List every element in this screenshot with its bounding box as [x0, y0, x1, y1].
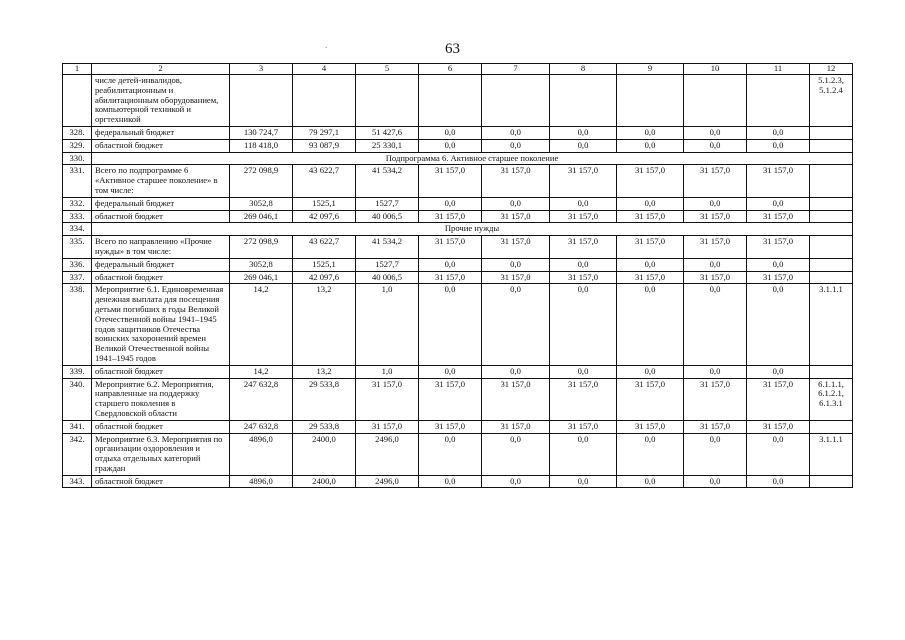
value-cell: 130 724,7	[230, 126, 293, 139]
value-cell	[617, 75, 684, 127]
value-cell: 13,2	[293, 365, 356, 378]
column-number-6: 6	[419, 64, 482, 75]
value-cell: 43 622,7	[293, 165, 356, 197]
value-cell: 51 427,6	[356, 126, 419, 139]
value-cell: 31 157,0	[550, 378, 617, 420]
value-cell: 0,0	[482, 139, 550, 152]
value-cell: 31 157,0	[747, 271, 810, 284]
row-description: областной бюджет	[92, 271, 230, 284]
value-cell: 31 157,0	[482, 420, 550, 433]
value-cell: 0,0	[419, 475, 482, 488]
value-cell: 14,2	[230, 365, 293, 378]
value-cell: 0,0	[617, 365, 684, 378]
value-cell: 41 534,2	[356, 165, 419, 197]
value-cell	[684, 75, 747, 127]
value-cell: 31 157,0	[482, 210, 550, 223]
value-cell: 31 157,0	[419, 420, 482, 433]
budget-table	[62, 63, 853, 488]
value-cell: 0,0	[684, 139, 747, 152]
value-cell: 31 157,0	[482, 165, 550, 197]
value-cell: 269 046,1	[230, 271, 293, 284]
row-number: 338.	[63, 284, 92, 365]
table-row	[63, 139, 853, 152]
value-cell: 31 157,0	[684, 210, 747, 223]
target-reference	[810, 475, 853, 488]
column-number-7: 7	[482, 64, 550, 75]
row-description: Всего по направлению «Прочие нужды» в том числе:	[92, 236, 230, 259]
value-cell: 42 097,6	[293, 271, 356, 284]
value-cell: 31 157,0	[684, 420, 747, 433]
column-number-5: 5	[356, 64, 419, 75]
target-reference: 6.1.1.1, 6.1.2.1, 6.1.3.1	[810, 378, 853, 420]
column-number-2: 2	[92, 64, 230, 75]
row-description: областной бюджет	[92, 210, 230, 223]
value-cell: 2400,0	[293, 475, 356, 488]
value-cell: 272 098,9	[230, 236, 293, 259]
page-number: 63	[445, 41, 460, 57]
value-cell: 3052,8	[230, 258, 293, 271]
value-cell: 31 157,0	[617, 378, 684, 420]
value-cell: 0,0	[684, 284, 747, 365]
section-title: Подпрограмма 6. Активное старшее поколение	[92, 152, 853, 165]
value-cell: 0,0	[684, 126, 747, 139]
value-cell: 1,0	[356, 365, 419, 378]
value-cell: 118 418,0	[230, 139, 293, 152]
value-cell: 0,0	[482, 475, 550, 488]
value-cell	[230, 75, 293, 127]
value-cell: 0,0	[419, 433, 482, 475]
row-description: областной бюджет	[92, 475, 230, 488]
value-cell: 31 157,0	[684, 378, 747, 420]
value-cell: 0,0	[419, 284, 482, 365]
target-reference	[810, 271, 853, 284]
value-cell: 42 097,6	[293, 210, 356, 223]
value-cell: 31 157,0	[617, 420, 684, 433]
section-row	[63, 152, 853, 165]
value-cell: 247 632,8	[230, 420, 293, 433]
value-cell: 31 157,0	[419, 210, 482, 223]
row-number: 328.	[63, 126, 92, 139]
value-cell: 247 632,8	[230, 378, 293, 420]
value-cell: 31 157,0	[617, 165, 684, 197]
value-cell: 31 157,0	[550, 420, 617, 433]
row-description: федеральный бюджет	[92, 197, 230, 210]
value-cell: 40 006,5	[356, 271, 419, 284]
table-body	[63, 64, 853, 488]
table-row	[63, 236, 853, 259]
table-row	[63, 420, 853, 433]
value-cell: 0,0	[550, 126, 617, 139]
row-description: Мероприятие 6.3. Мероприятия по организации оздоровления и отдыха отдельных категорий граждан	[92, 433, 230, 475]
value-cell: 3052,8	[230, 197, 293, 210]
row-number	[63, 75, 92, 127]
row-number: 339.	[63, 365, 92, 378]
value-cell: 31 157,0	[747, 378, 810, 420]
value-cell: 0,0	[747, 197, 810, 210]
column-number-10: 10	[684, 64, 747, 75]
value-cell: 0,0	[482, 126, 550, 139]
row-description: федеральный бюджет	[92, 258, 230, 271]
value-cell: 1525,1	[293, 258, 356, 271]
row-description: Мероприятие 6.2. Мероприятия, направленные на поддержку старшего поколения в Свердловской области	[92, 378, 230, 420]
value-cell: 0,0	[747, 433, 810, 475]
table-row	[63, 75, 853, 127]
row-number: 340.	[63, 378, 92, 420]
value-cell: 31 157,0	[747, 210, 810, 223]
value-cell: 1,0	[356, 284, 419, 365]
value-cell: 0,0	[482, 433, 550, 475]
value-cell: 2496,0	[356, 433, 419, 475]
value-cell: 0,0	[419, 139, 482, 152]
column-number-4: 4	[293, 64, 356, 75]
row-number: 336.	[63, 258, 92, 271]
value-cell: 31 157,0	[747, 165, 810, 197]
value-cell: 31 157,0	[550, 165, 617, 197]
row-description: Мероприятие 6.1. Единовременная денежная выплата для посещения детьми погибших в годы Великой Отечественной войны 1941–1945 годов защитников Отечества воинских захоронений времен Великой Отечественной войны 1941–1945 годов	[92, 284, 230, 365]
value-cell: 0,0	[617, 258, 684, 271]
value-cell	[419, 75, 482, 127]
column-number-8: 8	[550, 64, 617, 75]
target-reference	[810, 236, 853, 259]
value-cell: 0,0	[617, 284, 684, 365]
value-cell: 79 297,1	[293, 126, 356, 139]
column-number-3: 3	[230, 64, 293, 75]
value-cell: 31 157,0	[356, 378, 419, 420]
value-cell: 0,0	[747, 475, 810, 488]
target-reference: 3.1.1.1	[810, 433, 853, 475]
value-cell: 0,0	[684, 475, 747, 488]
stray-dot: .	[325, 40, 328, 50]
value-cell: 31 157,0	[419, 236, 482, 259]
target-reference	[810, 139, 853, 152]
value-cell: 0,0	[550, 258, 617, 271]
row-number: 334.	[63, 223, 92, 236]
value-cell: 14,2	[230, 284, 293, 365]
value-cell: 0,0	[684, 433, 747, 475]
value-cell: 31 157,0	[550, 236, 617, 259]
value-cell: 0,0	[617, 475, 684, 488]
value-cell: 4896,0	[230, 433, 293, 475]
value-cell: 0,0	[684, 258, 747, 271]
value-cell: 31 157,0	[419, 378, 482, 420]
value-cell: 40 006,5	[356, 210, 419, 223]
value-cell: 0,0	[747, 365, 810, 378]
value-cell: 1527,7	[356, 258, 419, 271]
target-reference	[810, 126, 853, 139]
row-number: 333.	[63, 210, 92, 223]
target-reference	[810, 365, 853, 378]
value-cell: 0,0	[617, 126, 684, 139]
value-cell: 0,0	[617, 433, 684, 475]
table-row	[63, 210, 853, 223]
value-cell: 31 157,0	[482, 378, 550, 420]
value-cell: 93 087,9	[293, 139, 356, 152]
table-row	[63, 284, 853, 365]
target-reference	[810, 210, 853, 223]
target-reference: 3.1.1.1	[810, 284, 853, 365]
table-row	[63, 378, 853, 420]
value-cell: 31 157,0	[747, 236, 810, 259]
value-cell: 0,0	[747, 258, 810, 271]
value-cell: 13,2	[293, 284, 356, 365]
value-cell: 31 157,0	[550, 271, 617, 284]
value-cell: 0,0	[747, 126, 810, 139]
value-cell: 2496,0	[356, 475, 419, 488]
row-number: 332.	[63, 197, 92, 210]
target-reference	[810, 197, 853, 210]
value-cell: 272 098,9	[230, 165, 293, 197]
value-cell: 0,0	[550, 197, 617, 210]
value-cell: 0,0	[419, 365, 482, 378]
table-row	[63, 365, 853, 378]
value-cell: 4896,0	[230, 475, 293, 488]
row-number: 343.	[63, 475, 92, 488]
value-cell: 43 622,7	[293, 236, 356, 259]
value-cell: 1525,1	[293, 197, 356, 210]
value-cell	[550, 75, 617, 127]
row-number: 342.	[63, 433, 92, 475]
table-row	[63, 126, 853, 139]
value-cell	[747, 75, 810, 127]
value-cell: 0,0	[617, 197, 684, 210]
row-number: 335.	[63, 236, 92, 259]
value-cell: 0,0	[550, 139, 617, 152]
value-cell: 2400,0	[293, 433, 356, 475]
value-cell	[293, 75, 356, 127]
value-cell: 0,0	[419, 126, 482, 139]
value-cell: 31 157,0	[356, 420, 419, 433]
value-cell: 31 157,0	[617, 210, 684, 223]
column-number-11: 11	[747, 64, 810, 75]
value-cell: 0,0	[684, 197, 747, 210]
value-cell: 31 157,0	[550, 210, 617, 223]
value-cell: 0,0	[550, 284, 617, 365]
row-number: 330.	[63, 152, 92, 165]
value-cell: 31 157,0	[419, 271, 482, 284]
table-row	[63, 475, 853, 488]
table-row	[63, 197, 853, 210]
value-cell: 1527,7	[356, 197, 419, 210]
value-cell: 0,0	[482, 197, 550, 210]
value-cell: 29 533,8	[293, 378, 356, 420]
value-cell: 0,0	[419, 258, 482, 271]
column-number-1: 1	[63, 64, 92, 75]
table-row	[63, 271, 853, 284]
row-description: областной бюджет	[92, 420, 230, 433]
value-cell: 29 533,8	[293, 420, 356, 433]
value-cell: 31 157,0	[684, 165, 747, 197]
value-cell: 31 157,0	[684, 236, 747, 259]
value-cell: 31 157,0	[684, 271, 747, 284]
value-cell: 269 046,1	[230, 210, 293, 223]
table-row	[63, 258, 853, 271]
section-title: Прочие нужды	[92, 223, 853, 236]
value-cell: 0,0	[482, 365, 550, 378]
value-cell	[482, 75, 550, 127]
row-description: областной бюджет	[92, 139, 230, 152]
column-number-12: 12	[810, 64, 853, 75]
header-row	[63, 64, 853, 75]
column-number-9: 9	[617, 64, 684, 75]
value-cell: 0,0	[550, 433, 617, 475]
value-cell: 31 157,0	[482, 236, 550, 259]
value-cell: 0,0	[684, 365, 747, 378]
value-cell	[356, 75, 419, 127]
value-cell: 0,0	[550, 475, 617, 488]
value-cell: 0,0	[419, 197, 482, 210]
row-description: числе детей-инвалидов, реабилитационным и абилитационным оборудованием, компьютерной техникой и оргтехникой	[92, 75, 230, 127]
target-reference	[810, 420, 853, 433]
table-row	[63, 433, 853, 475]
row-number: 331.	[63, 165, 92, 197]
value-cell: 0,0	[747, 139, 810, 152]
value-cell: 31 157,0	[747, 420, 810, 433]
row-number: 337.	[63, 271, 92, 284]
value-cell: 25 330,1	[356, 139, 419, 152]
value-cell: 41 534,2	[356, 236, 419, 259]
row-description: Всего по подпрограмме 6 «Активное старшее поколение» в том числе:	[92, 165, 230, 197]
value-cell: 0,0	[617, 139, 684, 152]
value-cell: 31 157,0	[482, 271, 550, 284]
value-cell: 0,0	[482, 284, 550, 365]
target-reference	[810, 258, 853, 271]
value-cell: 31 157,0	[617, 271, 684, 284]
section-row	[63, 223, 853, 236]
value-cell: 31 157,0	[419, 165, 482, 197]
table-row	[63, 165, 853, 197]
target-reference	[810, 165, 853, 197]
row-description: областной бюджет	[92, 365, 230, 378]
target-reference: 5.1.2.3, 5.1.2.4	[810, 75, 853, 127]
value-cell: 31 157,0	[617, 236, 684, 259]
value-cell: 0,0	[747, 284, 810, 365]
value-cell: 0,0	[550, 365, 617, 378]
row-description: федеральный бюджет	[92, 126, 230, 139]
value-cell: 0,0	[482, 258, 550, 271]
row-number: 341.	[63, 420, 92, 433]
row-number: 329.	[63, 139, 92, 152]
